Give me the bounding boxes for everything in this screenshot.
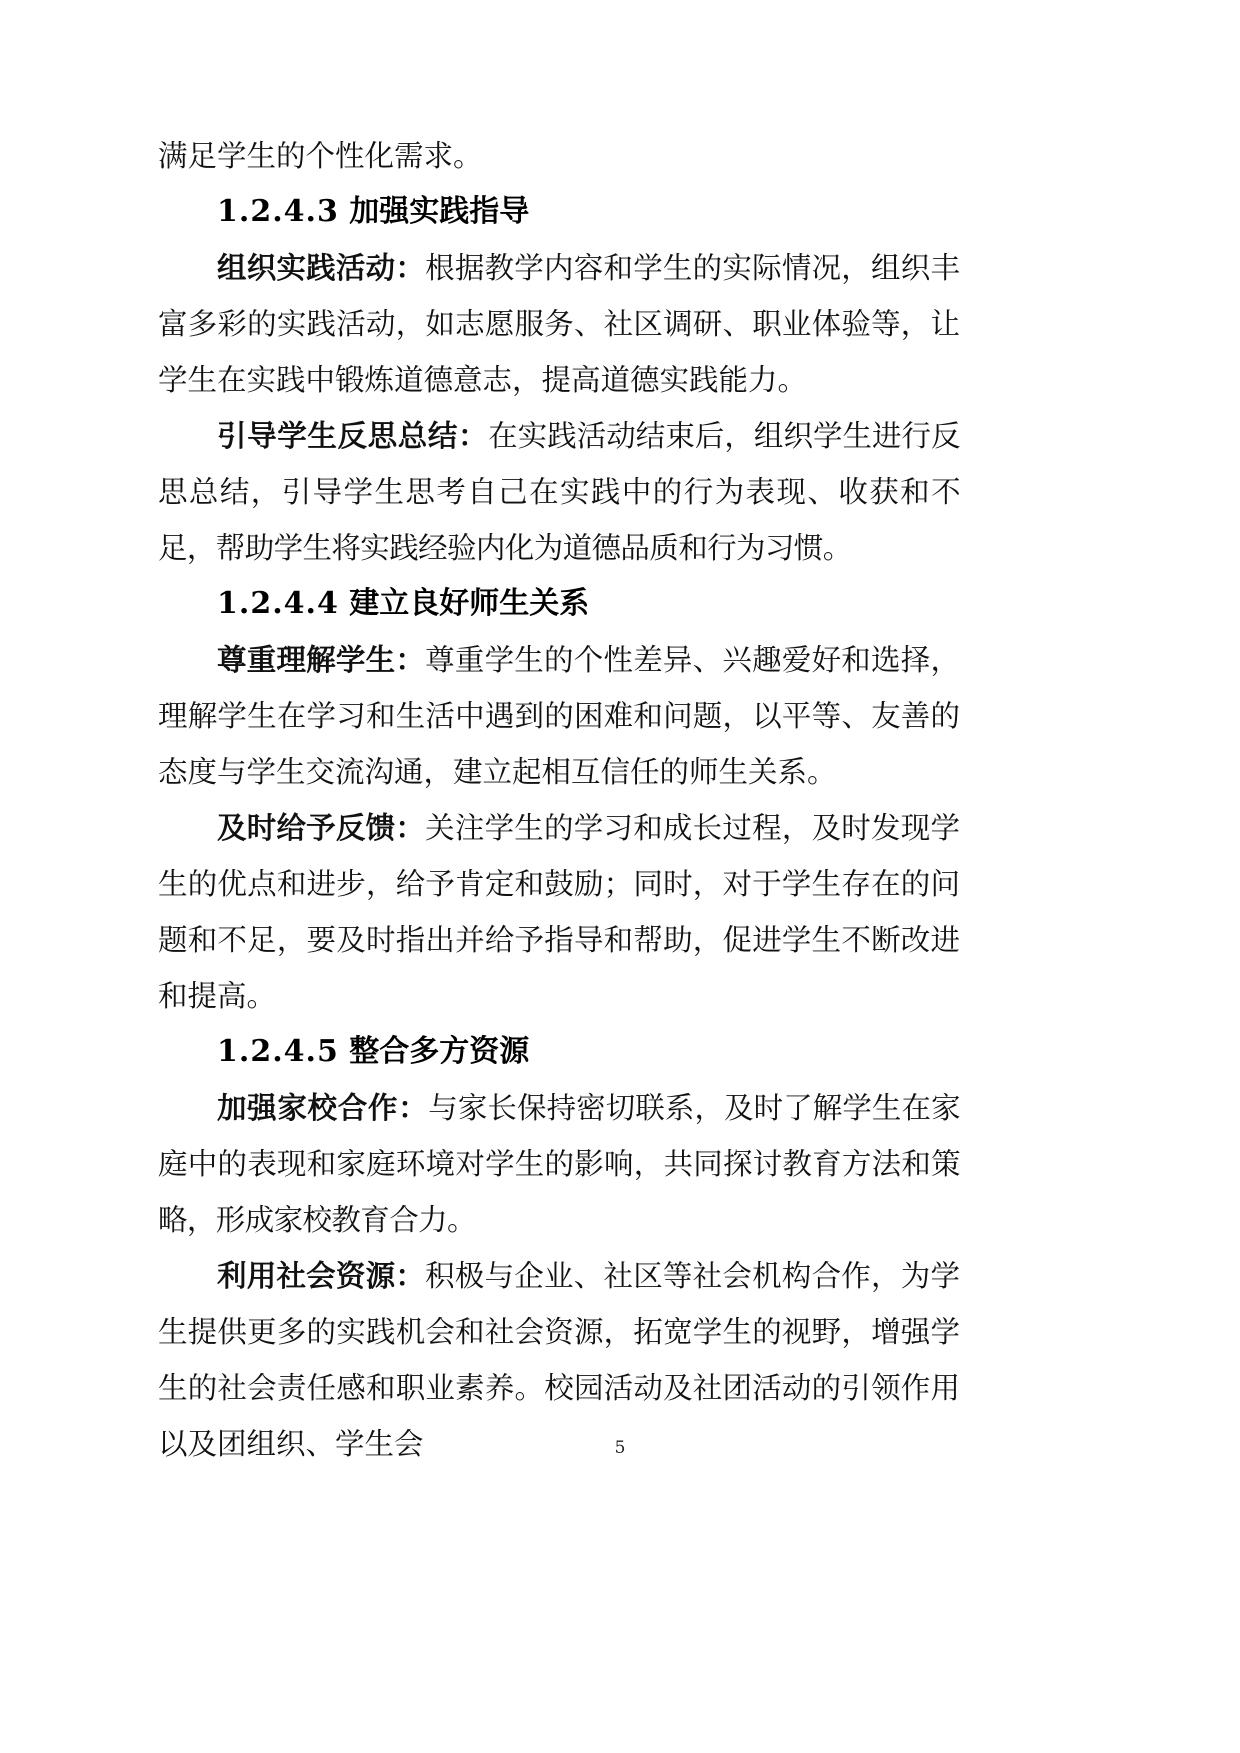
paragraph-text: 根据教学内容和学生的实际情况，组织丰富多彩的实践活动，如志愿服务、社区调研、职业体验等，让学生在实践中锻炼道德意志，提高道德实践能力。	[158, 251, 960, 397]
paragraph-text: 在实践活动结束后，组织学生进行反思总结，引导学生思考自己在实践中的行为表现、收获和不足，帮助学生将实践经验内化为道德品质和行为习惯。	[158, 419, 960, 565]
paragraph-text: 积极与企业、社区等社会机构合作，为学生提供更多的实践机会和社会资源，拓宽学生的视野，增强学生的社会责任感和职业素养。校园活动及社团活动的引领作用以及团组织、学生会	[158, 1259, 960, 1461]
body-paragraph	[158, 128, 960, 184]
section-heading	[158, 1024, 960, 1080]
paragraph-lead-in: 及时给予反馈：	[217, 811, 426, 845]
paragraph-lead-in: 引导学生反思总结：	[217, 419, 489, 453]
section-heading-title: 建立良好师生关系	[349, 586, 590, 621]
section-heading	[158, 184, 960, 240]
body-paragraph	[158, 408, 960, 576]
body-paragraph	[158, 1080, 960, 1248]
paragraph-text: 与家长保持密切联系，及时了解学生在家庭中的表现和家庭环境对学生的影响，共同探讨教育方法和策略，形成家校教育合力。	[158, 1091, 960, 1237]
section-heading-number: 1.2.4.3	[217, 194, 339, 229]
paragraph-text: 尊重学生的个性差异、兴趣爱好和选择，理解学生在学习和生活中遇到的困难和问题，以平等、友善的态度与学生交流沟通，建立起相互信任的师生关系。	[158, 643, 960, 789]
section-heading-number: 1.2.4.4	[217, 586, 339, 621]
paragraph-text: 满足学生的个性化需求。	[158, 139, 483, 173]
paragraph-lead-in: 加强家校合作：	[217, 1091, 429, 1125]
paragraph-lead-in: 利用社会资源：	[217, 1259, 426, 1293]
paragraph-text: 关注学生的学习和成长过程，及时发现学生的优点和进步，给予肯定和鼓励；同时，对于学生存在的问题和不足，要及时指出并给予指导和帮助，促进学生不断改进和提高。	[158, 811, 960, 1013]
page-number: 5	[614, 1438, 626, 1458]
section-heading	[158, 576, 960, 632]
page-body	[158, 128, 960, 1472]
paragraph-lead-in: 尊重理解学生：	[217, 643, 426, 677]
body-paragraph	[158, 240, 960, 408]
body-paragraph	[158, 632, 960, 800]
body-paragraph	[158, 800, 960, 1024]
paragraph-lead-in: 组织实践活动：	[217, 251, 426, 285]
section-heading-title: 加强实践指导	[349, 194, 530, 229]
section-heading-title: 整合多方资源	[349, 1034, 530, 1069]
section-heading-number: 1.2.4.5	[217, 1034, 339, 1069]
